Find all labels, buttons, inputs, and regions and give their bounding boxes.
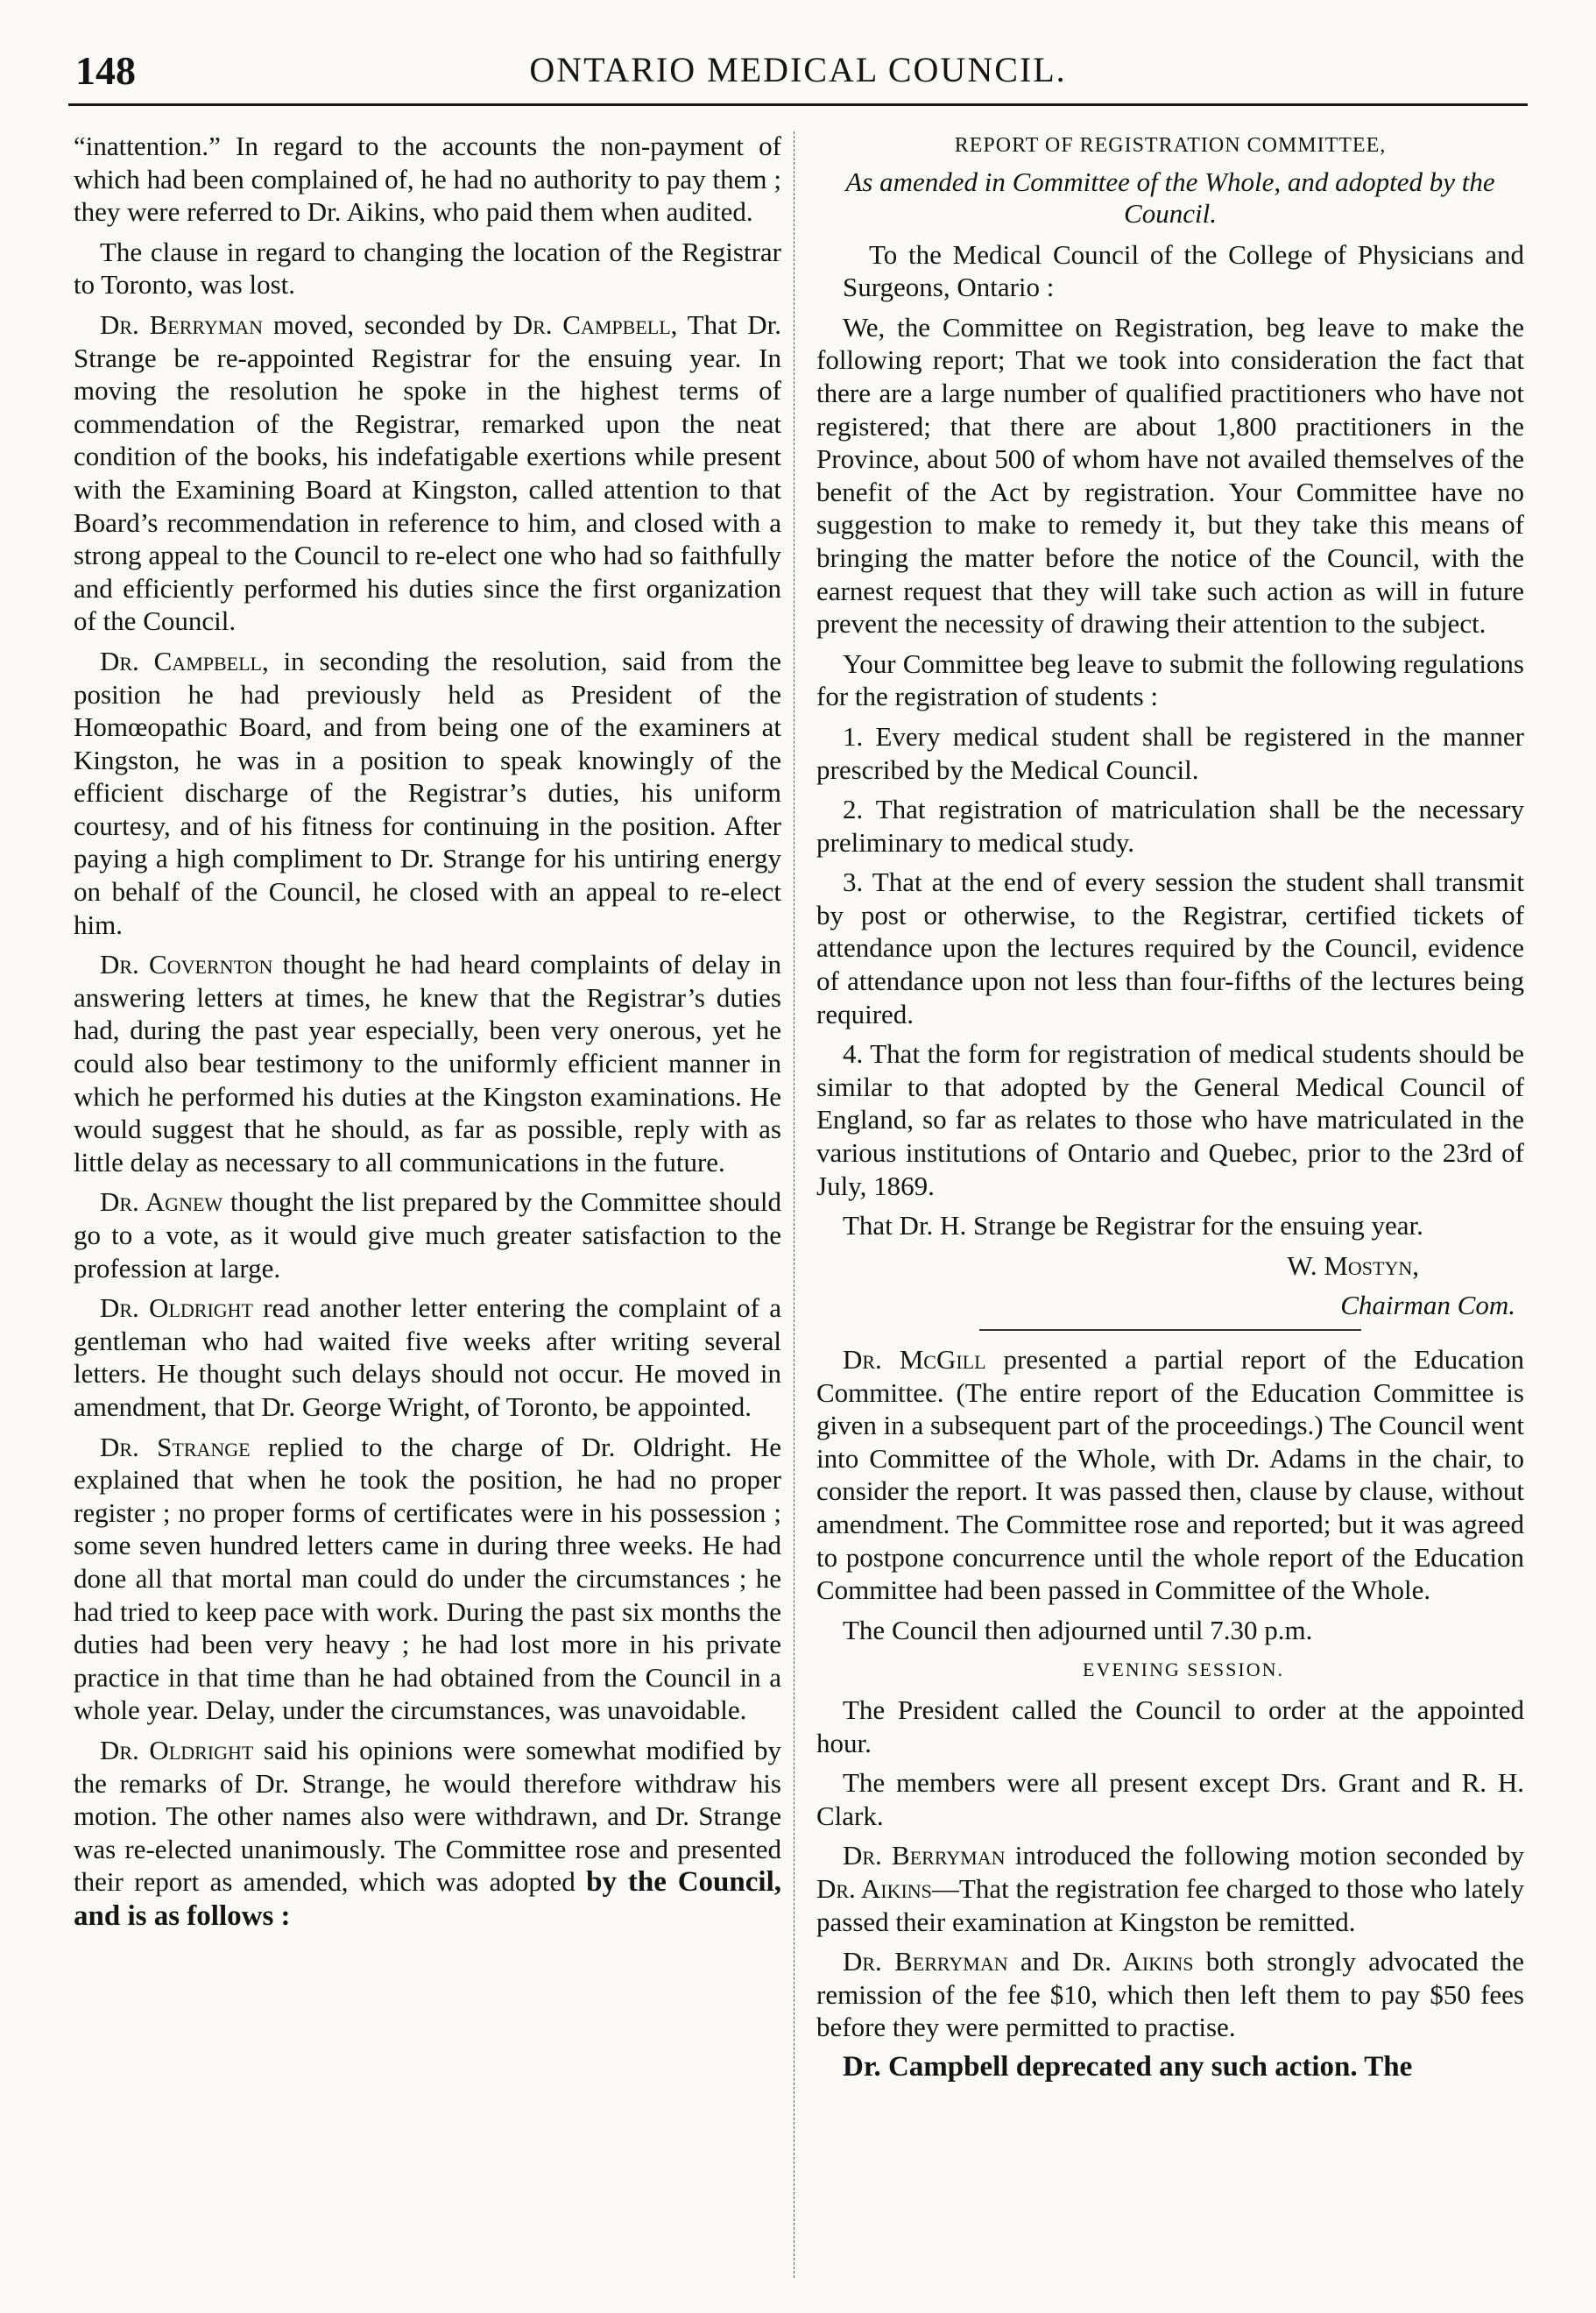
speaker-name: Dr. Strange [100,1431,251,1462]
section-rule [979,1329,1361,1331]
paragraph-text: thought he had heard complaints of delay in answering letters at times, he knew that the Registrar’s duties had, during the past year especially, been very onerous, yet he could also bear testimony to the uniformly efficient manner in which he performed his duties at the Kingston examinations. He would suggest that he should, as far as possible, reply with as little delay as necessary to all communications in the future. [74,949,781,1178]
paragraph [816,1343,1524,1607]
paragraph: Your Committee beg leave to submit the following regulations for the registration of students : [816,647,1524,712]
paragraph [74,1734,781,1934]
bold-text: by the Council, and is as follows : [74,1866,781,1932]
left-column [74,130,781,1940]
speaker-name: Dr. Campbell [100,645,262,676]
paragraph-text: , That Dr. Strange be re-appointed Registrar for the ensuing year. In moving the resolution he spoke in the highest terms of commendation of the Registrar, remarked upon the neat condition of the books, his indefatigable exertions while present with the Examining Board at Kingston, called attention to that Board’s recommendation in reference to him, and closed with a strong appeal to the Council to re-elect one who had so faithfully and efficiently performed his duties since the first organization of the Council. [74,308,781,637]
speaker-name: Dr. Berryman [100,308,264,340]
speaker-name: Dr. Berryman [843,1840,1006,1871]
running-head: ONTARIO MEDICAL COUNCIL. [529,50,1067,89]
speaker-name: Dr. Oldright [100,1734,254,1765]
paragraph: That Dr. H. Strange be Registrar for the ensuing year. [843,1210,1423,1241]
paragraph-text: said his opinions were somewhat modified by the remarks of Dr. Strange, he would therefore withdraw his motion. The other names also were withdrawn, and Dr. Strange was re-elected unanimously. The Committee rose and presented their report as amended, which was adopted [74,1734,781,1898]
speaker-name: Dr. Berryman [843,1946,1008,1977]
list-item: 2. That registration of matriculation shall be the necessary preliminary to medical study. [816,794,1524,858]
paragraph-text: replied to the charge of Dr. Oldright. He explained that when he took the position, he had no proper register ; no proper forms of certificates were in his possession ; some seven hundred letters came in during three weeks. He had done all that mortal man could do under the circumstances ; he had tried to keep pace with work. During the past six months the duties had been very heavy ; he had lost more in his private practice in that time than he had obtained from the Council in a whole year. Delay, under the circumstances, was unavoidable. [74,1431,782,1726]
paragraph [74,308,781,638]
speaker-name: Dr. McGill [843,1344,986,1375]
paragraph-text: read another letter entering the complaint of a gentleman who had waited five weeks after writing several letters. He thought such delays should not occur. He moved in amendment, that Dr. George Wright, of Toronto, be appointed. [74,1292,781,1422]
paragraph: The members were all present except Drs. Grant and R. H. Clark. [816,1767,1524,1831]
paragraph: The President called the Council to order at the appointed hour. [816,1694,1524,1758]
page-header [68,42,1528,106]
speaker-name: Dr. Aikins [816,1872,932,1904]
list-item: 3. That at the end of every session the student shall transmit by post or otherwise, to the Registrar, certified tickets of attendance upon the lectures required by the Council, evidence of attendance upon not less than four-fifths of the lectures being required. [816,866,1524,1029]
paragraph-text: both strongly advocated the remission of the fee $10, which then left them to pay $50 fees before they were permitted to practise. [816,1946,1524,2043]
paragraph-text: and [1007,1946,1073,1977]
paragraph-text: moved, seconded by [263,308,513,340]
section-title: EVENING SESSION. [1083,1659,1284,1681]
list-item: 1. Every medical student shall be registered in the manner prescribed by the Medical Council. [816,720,1524,785]
speaker-name: Dr. Covernton [100,949,273,980]
paragraph-text: introduced the following motion seconded by [1005,1840,1524,1871]
signature-name: W. Mostyn, [1287,1249,1419,1281]
paragraph [816,1839,1524,1938]
paragraph [74,1185,781,1284]
paragraph-text: presented a partial report of the Education Committee. (The entire report of the Education Committee is given in a subsequent part of the proceedings.) The Council went into Committee of the Whole, with Dr. Adams in the chair, to consider the report. It was passed then, clause by clause, without amendment. The Committee rose and reported; but it was agreed to postpone concurrence until the whole report of the Education Committee had been passed in Committee of the Whole. [816,1344,1524,1606]
paragraph: The clause in regard to changing the location of the Registrar to Toronto, was lost. [74,236,781,301]
paragraph: Dr. Campbell deprecated any such action. The [843,2050,1413,2083]
paragraph [74,645,781,941]
speaker-name: Dr. Campbell [512,308,671,340]
speaker-name: Dr. Aikins [1072,1946,1194,1977]
paragraph: The Council then adjourned until 7.30 p.m. [843,1614,1313,1645]
paragraph-text: thought the list prepared by the Committee should go to a vote, as it would give much greater satisfaction to the profession at large. [74,1186,782,1284]
list-item: 4. That the form for registration of medical students should be similar to that adopted by the General Medical Council of England, so far as relates to those who have matriculated in the various institutions of Ontario and Quebec, prior to the 23rd of July, 1869. [816,1038,1524,1201]
paragraph [74,1431,781,1727]
paragraph: “inattention.” In regard to the accounts the non-payment of which had been complained of, he had no authority to pay them ; they were referred to Dr. Aikins, who paid them when audited. [74,131,781,228]
paragraph [74,948,781,1178]
paragraph: We, the Committee on Registration, beg leave to make the following report; That we took into consideration the fact that there are a large number of qualified practitioners who have not registered; that there are about 1,800 practitioners in the Province, about 500 of whom have not availed themselves of the benefit of the Act by registration. Your Committee have no suggestion to make to remedy it, but they take this means of bringing the matter before the notice of the Council, with the earnest request that they will take such action as will in future prevent the necessity of drawing their attention to the subject. [816,311,1524,640]
speaker-name: Dr. Agnew [100,1186,223,1218]
signature-title: Chairman Com. [1340,1290,1515,1321]
report-address: To the Medical Council of the College of Physicians and Surgeons, Ontario : [843,238,1524,303]
paragraph-text: —That the registration fee charged to those who lately passed their examination at Kingston be remitted. [816,1872,1524,1937]
report-caption: REPORT OF REGISTRATION COMMITTEE, [954,134,1387,157]
paragraph [816,1945,1524,2044]
report-subcaption: As amended in Committee of the Whole, and adopted by the Council. [845,166,1495,229]
paragraph [74,1291,781,1423]
page-number: 148 [75,48,136,93]
speaker-name: Dr. Oldright [100,1292,253,1324]
paragraph-text: , in seconding the resolution, said from the position he had previously held as President of the Homœopathic Board, and from being one of the examiners at Kingston, he was in a position to speak knowingly of the efficient discharge of the Registrar’s duties, his uniform courtesy, and of his fitness for continuing in the position. After paying a high compliment to Dr. Strange for his untiring energy on behalf of the Council, he closed with an appeal to re-elect him. [74,645,782,940]
right-column [816,130,1524,2090]
